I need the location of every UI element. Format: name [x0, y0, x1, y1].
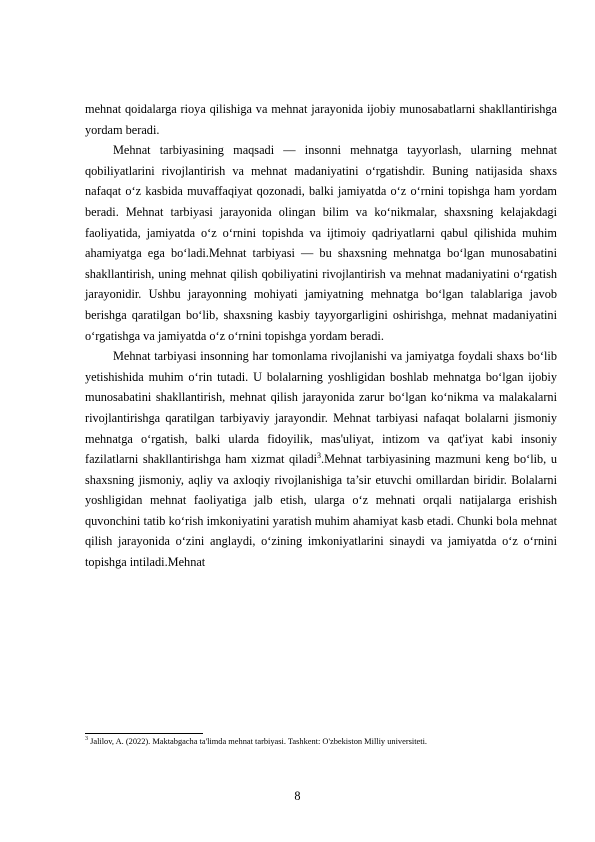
footnote-reference[interactable]: 3 — [317, 451, 322, 460]
footnote — [85, 736, 557, 747]
paragraph-continuation: mehnat qoidalarga rioya qilishiga va mehnat jarayonida ijobiy munosabatlarni shakllantirishga yordam beradi. — [85, 102, 557, 137]
page-number: 8 — [294, 789, 301, 803]
footnote-separator — [85, 733, 203, 734]
paragraph-goal-of-labor-education: Mehnat tarbiyasining maqsadi — insonni mehnatga tayyorlash, ularning mehnat qobiliyatlarini rivojlantirish va mehnat madaniyatini o‘rgatishdir. Buning natijasida shaxs nafaqat o‘z kasbida muvaffaqiyat qozonadi, balki jamiyatda o‘z o‘rnini topishga ham yordam beradi. Mehnat tarbiyasi jarayonida olingan bilim va ko‘nikmalar, shaxsning kelajakdagi faoliyatida, jamiyatda o‘z o‘rnini topishda va ijtimoiy qadriyatlarni qabul qilishida muhim ahamiyatga ega bo‘ladi.Mehnat tarbiyasi — bu shaxsning mehnatga bo‘lgan munosabatini shakllantirish, uning mehnat qilish qobiliyatini rivojlantirish va mehnat madaniyatini o‘rgatish jarayonidir. Ushbu jarayonning mohiyati jamiyatning mehnatga bo‘lgan talablariga javob berishga qaratilgan bo‘lib, shaxsning kasbiy tayyorgarligini oshirishga, mehnat madaniyatini o‘rgatishga va jamiyatda o‘z o‘rnini topishga yordam beradi. — [85, 143, 557, 343]
footnote-number: 3 — [85, 736, 88, 743]
page-body — [85, 99, 557, 573]
paragraph-text-part-1: Mehnat tarbiyasi insonning har tomonlama rivojlanishi va jamiyatga foydali shaxs bo‘lib yetishishida muhim o‘rin tutadi. U bolalarning yoshligidan boshlab mehnatga bo‘lgan ijobiy munosabatini shakllantirish, mehnat qilish jarayonida zarur bo‘lgan ko‘nikma va malakalarni rivojlantirishga qaratilgan tarbiyaviy jarayondir. Mehnat tarbiyasi nafaqat bolalarni jismoniy mehnatga o‘rgatish, balki ularda fidoyilik, mas'uliyat, intizom va qat'iyat kabi insoniy fazilatlarni shakllantirishga ham xizmat qiladi — [85, 349, 557, 467]
footnote-text: Jalilov, A. (2022). Maktabgacha ta'limda mehnat tarbiyasi. Tashkent: O'zbekiston Milliy universiteti. — [88, 737, 427, 746]
paragraph-text-part-2: .Mehnat tarbiyasining mazmuni keng bo‘lib, u shaxsning jismoniy, aqliy va axloqiy rivojlanishiga ta’sir etuvchi omillardan biridir. Bolalarni yoshligidan mehnat faoliyatiga jalb etish, ularga o‘z mehnati orqali natijalarga erishish quvonchini tatib ko‘rish imkoniyatini yaratish muhim ahamiyat kasb etadi. Chunki bola mehnat qilish jarayonida o‘zini anglaydi, o‘zining imkoniyatlarini sinaydi va jamiyatda o‘z o‘rnini topishga intiladi.Mehnat — [85, 452, 557, 570]
paragraph-labor-education-development — [85, 346, 557, 573]
